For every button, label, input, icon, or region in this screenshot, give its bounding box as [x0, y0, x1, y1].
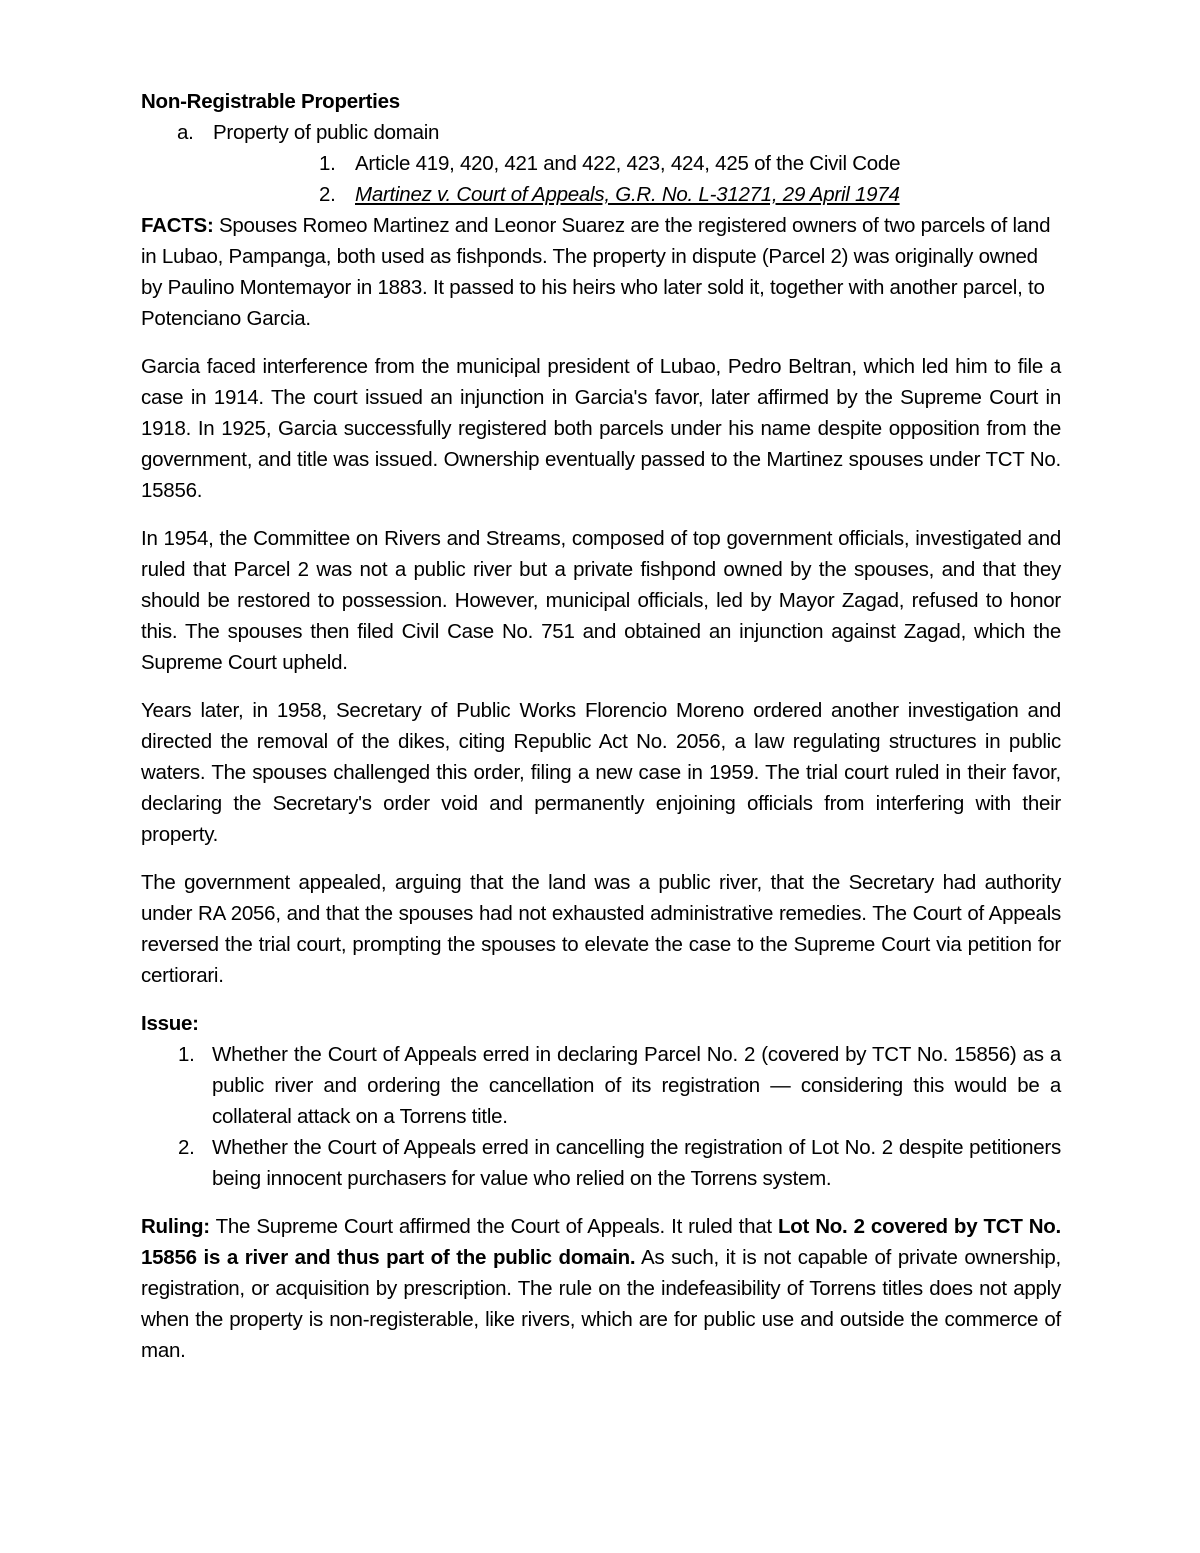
issue-list: [141, 1039, 1061, 1194]
list-marker: 1.: [319, 152, 336, 175]
list-marker: 1.: [178, 1043, 195, 1066]
facts-paragraph-4: Years later, in 1958, Secretary of Public Works Florencio Moreno ordered another investigation and directed the removal of the dikes, citing Republic Act No. 2056, a law regulating structures in public waters. The spouses challenged this order, filing a new case in 1959. The trial court ruled in their favor, declaring the Secretary's order void and permanently enjoining officials from interfering with their property.: [141, 699, 1061, 846]
facts-paragraph-5: The government appealed, arguing that the land was a public river, that the Secretary had authority under RA 2056, and that the spouses had not exhausted administrative remedies. The Court of Appeals reversed the trial court, prompting the spouses to elevate the case to the Supreme Court via petition for certiorari.: [141, 871, 1061, 987]
facts-paragraph-1-text: Spouses Romeo Martinez and Leonor Suarez are the registered owners of two parcels of land in Lubao, Pampanga, both used as fishponds. The property in dispute (Parcel 2) was originally owned by Paulino Montemayor in 1883. It passed to his heirs who later sold it, together with another parcel, to Potenciano Garcia.: [141, 214, 1051, 330]
paragraph-spacer: [141, 334, 1061, 351]
outline-level-2: [213, 148, 1061, 210]
ruling-paragraph: [141, 1211, 1061, 1366]
list-marker: a.: [177, 121, 194, 144]
outline-level-1: [141, 117, 1061, 210]
document-body: [141, 86, 1061, 1366]
facts-paragraph-3: In 1954, the Committee on Rivers and Streams, composed of top government officials, investigated and ruled that Parcel 2 was not a public river but a private fishpond owned by the spouses, and that they should be restored to possession. However, municipal officials, led by Mayor Zagad, refused to honor this. The spouses then filed Civil Case No. 751 and obtained an injunction against Zagad, which the Supreme Court upheld.: [141, 527, 1061, 674]
case-citation: Martinez v. Court of Appeals, G.R. No. L-31271, 29 April 1974: [355, 183, 900, 206]
paragraph-spacer: [141, 506, 1061, 523]
list-item-label: Article 419, 420, 421 and 422, 423, 424, 425 of the Civil Code: [355, 152, 901, 175]
issue-item-text: Whether the Court of Appeals erred in cancelling the registration of Lot No. 2 despite petitioners being innocent purchasers for value who relied on the Torrens system.: [212, 1136, 1061, 1190]
paragraph-spacer: [141, 991, 1061, 1008]
issue-list-item: [141, 1132, 1061, 1194]
list-item-case-citation: [213, 179, 1061, 210]
ruling-emphasis-text: Lot No. 2 covered by TCT No. 15856 is a river and thus part of the public domain.: [141, 1215, 1061, 1269]
paragraph-spacer: [141, 850, 1061, 867]
facts-paragraph-2: Garcia faced interference from the municipal president of Lubao, Pedro Beltran, which led him to file a case in 1914. The court issued an injunction in Garcia's favor, later affirmed by the Supreme Court in 1918. In 1925, Garcia successfully registered both parcels under his name despite opposition from the government, and title was issued. Ownership eventually passed to the Martinez spouses under TCT No. 15856.: [141, 355, 1061, 502]
ruling-lead-text: The Supreme Court affirmed the Court of Appeals. It ruled that: [209, 1215, 778, 1238]
list-item-label: Property of public domain: [213, 121, 440, 144]
ruling-tail-text: As such, it is not capable of private ownership, registration, or acquisition by prescription. The rule on the indefeasibility of Torrens titles does not apply when the property is non-registerable, like rivers, which are for public use and outside the commerce of man.: [141, 1246, 1061, 1362]
facts-paragraph-1: [141, 210, 1061, 334]
list-item-property-of-public-domain: [141, 117, 1061, 210]
ruling-label: Ruling:: [141, 1215, 210, 1238]
paragraph-spacer: [141, 678, 1061, 695]
paragraph-spacer: [141, 1194, 1061, 1211]
issue-list-item: [141, 1039, 1061, 1132]
issue-label: Issue:: [141, 1012, 199, 1035]
list-marker: 2.: [178, 1136, 195, 1159]
issue-item-text: Whether the Court of Appeals erred in declaring Parcel No. 2 (covered by TCT No. 15856) as a public river and ordering the cancellation of its registration — considering this would be a collateral attack on a Torrens title.: [212, 1043, 1061, 1128]
facts-label: FACTS:: [141, 214, 214, 237]
list-marker: 2.: [319, 183, 336, 206]
page-title: Non-Registrable Properties: [141, 90, 400, 113]
list-item-civil-code-articles: [213, 148, 1061, 179]
